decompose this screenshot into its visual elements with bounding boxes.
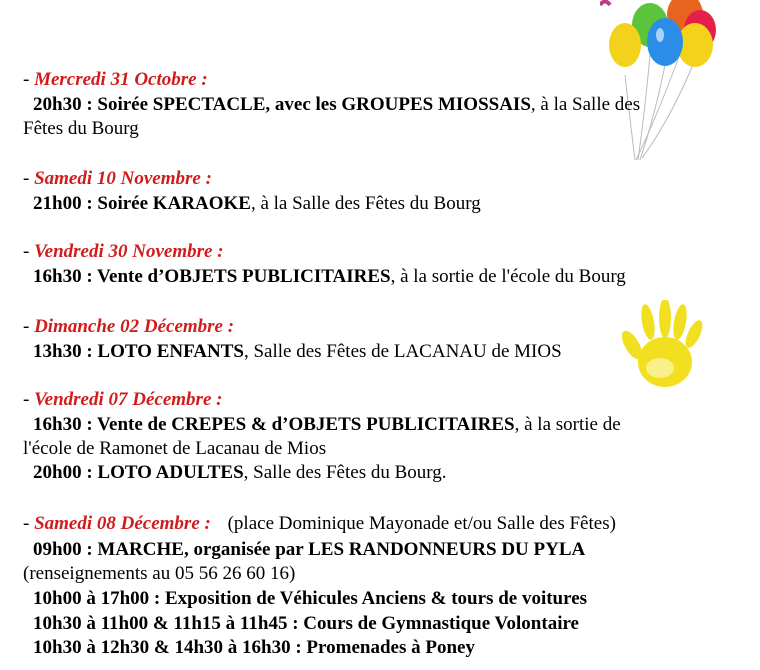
event-time-title: 10h00 à 17h00 : Exposition de Véhicules Anciens & tours de voitures [33, 588, 588, 609]
event-time-title: 20h00 : LOTO ADULTES [33, 462, 244, 483]
event-date [23, 315, 234, 339]
event-line [33, 192, 481, 216]
event-line [33, 587, 587, 611]
event-location: , Salle des Fêtes du Bourg. [243, 462, 447, 483]
event-time-title: 20h30 : Soirée SPECTACLE, avec les GROUPES MIOSSAIS [33, 94, 531, 115]
event-line [33, 612, 579, 636]
event-time-title: 16h30 : Vente de CREPES & d’OBJETS PUBLICITAIRES [33, 414, 515, 435]
event-date [23, 512, 616, 536]
event-line [33, 538, 585, 562]
event-line [33, 413, 621, 437]
event-date [23, 388, 222, 412]
event-date [23, 68, 208, 92]
event-line [33, 636, 475, 660]
event-time-title: 09h00 : MARCHE, organisée par LES RANDONNEURS DU PYLA [33, 539, 586, 560]
event-line-cont: Fêtes du Bourg [23, 118, 139, 139]
event-time-title: 10h30 à 12h30 & 14h30 à 16h30 : Promenades à Poney [33, 637, 475, 658]
event-location: , à la sortie de [514, 414, 621, 435]
balloons-icon [600, 0, 730, 170]
event-location: , à la Salle des Fêtes du Bourg [250, 193, 481, 214]
event-location: , à la Salle des [530, 94, 641, 115]
event-line [33, 93, 640, 117]
event-date-label: Vendredi 07 Décembre : [34, 389, 223, 410]
event-line-cont: (renseignements au 05 56 26 60 16) [23, 563, 296, 584]
event-date-label: Dimanche 02 Décembre : [34, 316, 235, 337]
event-location: , à la sortie de l'école du Bourg [390, 266, 626, 287]
dash: - [23, 513, 30, 534]
event-date-label: Samedi 10 Novembre : [34, 168, 212, 189]
event-line [33, 340, 562, 364]
dash: - [23, 316, 30, 337]
event-place: (place Dominique Mayonade et/ou Salle des Fêtes) [227, 513, 616, 534]
dash: - [23, 168, 30, 189]
dash: - [23, 241, 30, 262]
event-location: , Salle des Fêtes de LACANAU de MIOS [243, 341, 562, 362]
event-time-title: 16h30 : Vente d’OBJETS PUBLICITAIRES [33, 266, 391, 287]
hand-print-icon [620, 300, 710, 400]
event-time-title: 10h30 à 11h00 & 11h15 à 11h45 : Cours de Gymnastique Volontaire [33, 613, 579, 634]
event-date [23, 167, 212, 191]
event-line [33, 265, 626, 289]
event-date-label: Vendredi 30 Novembre : [34, 241, 224, 262]
dash: - [23, 69, 30, 90]
event-time-title: 13h30 : LOTO ENFANTS [33, 341, 244, 362]
event-date [23, 240, 224, 264]
event-time-title: 21h00 : Soirée KARAOKE [33, 193, 251, 214]
dash: - [23, 389, 30, 410]
event-line-cont: l'école de Ramonet de Lacanau de Mios [23, 438, 327, 459]
event-date-label: Mercredi 31 Octobre : [34, 69, 208, 90]
event-line [33, 461, 447, 485]
event-date-label: Samedi 08 Décembre : [34, 513, 211, 534]
